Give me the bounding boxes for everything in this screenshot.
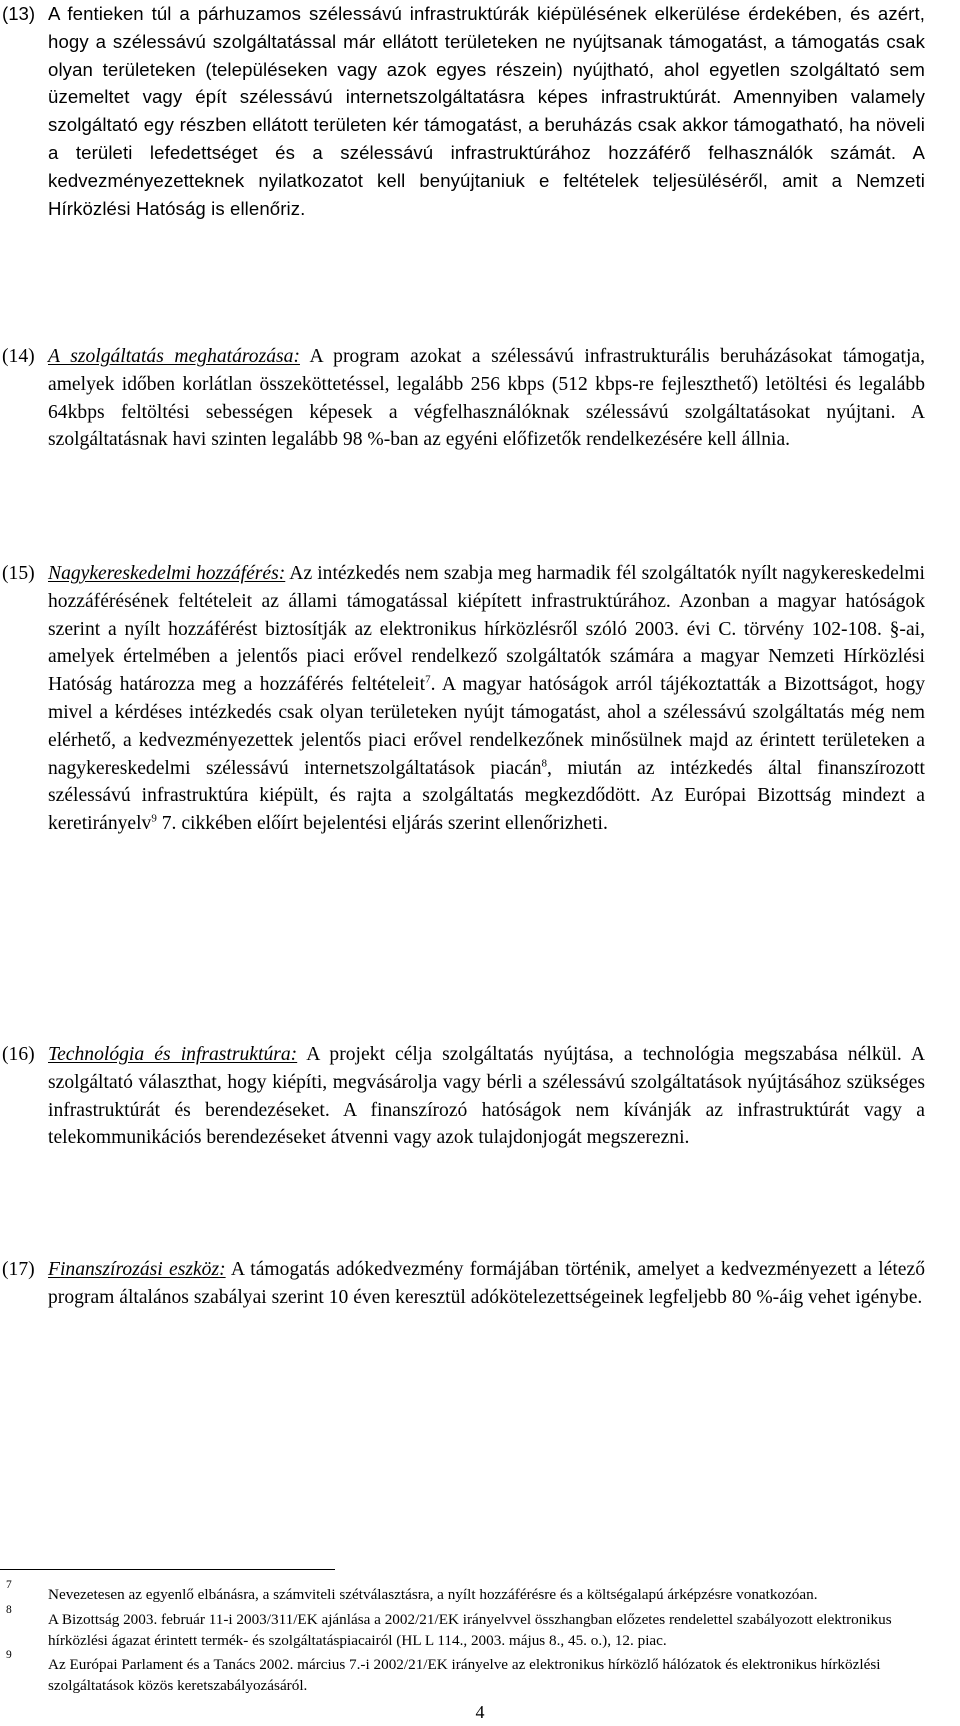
- footnote-8: [0, 1604, 920, 1651]
- paragraph-text: A program azokat a szélessávú infrastrukturális beruházásokat támogatja, amelyek időben korlátlan összeköttetéssel, legalább 256 kbps (512 kbps-re fejleszthető) letöltési és legalább 64kbps feltöltési sebességen képesek a végfelhasználóknak szélessávú szolgáltatásokat nyújtani. A szolgáltatásnak havi szinten legalább 98 %-ban az egyéni előfizetők rendelkezésére kell állnia.: [48, 346, 925, 451]
- footnote-9: [0, 1649, 920, 1696]
- footnote-7: [0, 1579, 920, 1606]
- paragraph-14: [0, 343, 925, 454]
- paragraph-text: A fentieken túl a párhuzamos szélessávú infrastruktúrák kiépülésének elkerülése érdekében, és azért, hogy a szélessávú szolgáltatással már ellátott területeken ne nyújtsanak támogatást, a támogatás csak olyan területeken (településeken vagy azok egyes részein) nyújtható, ahol egyetlen szolgáltató sem üzemeltet vagy épít szélessávú internetszolgáltatásra képes infrastruktúrát. Amennyiben valamely szolgáltató egy részben ellátott területen kér támogatást, a beruházás csak akkor támogatható, ha növeli a területi lefedettséget és a szélessávú infrastruktúrához hozzáférő felhasználók számát. A kedvezményezetteknek nyilatkozatot kell benyújtaniuk e feltételek teljesüléséről, amit a Nemzeti Hírközlési Hatóság is ellenőriz.: [48, 3, 925, 219]
- footnote-mark: 8: [6, 1604, 12, 1616]
- paragraph-number: (17): [2, 1259, 35, 1280]
- paragraph-16: [0, 1041, 925, 1152]
- paragraph-heading: A szolgáltatás meghatározása:: [48, 346, 300, 367]
- paragraph-heading: Nagykereskedelmi hozzáférés:: [48, 563, 286, 584]
- paragraph-text-d: 7. cikkében előírt bejelentési eljárás szerint ellenőrizheti.: [156, 813, 608, 835]
- footnote-text: Az Európai Parlament és a Tanács 2002. március 7.-i 2002/21/EK irányelve az elektronikus hírközlő hálózatok és elektronikus hírközlési szolgáltatások közös keretszabályozásáról.: [48, 1656, 881, 1694]
- paragraph-body: [48, 1041, 925, 1152]
- paragraph-body: [48, 343, 925, 454]
- paragraph-body: [48, 1256, 925, 1312]
- paragraph-text: A támogatás adókedvezmény formájában történik, amelyet a kedvezményezett a létező program általános szabályai szerint 10 éven keresztül adókötelezettségeinek legfeljebb 80 %-áig vehet igénybe.: [48, 1259, 925, 1308]
- footnote-separator: [0, 1569, 335, 1570]
- paragraph-13: [0, 0, 925, 222]
- paragraph-text: A projekt célja szolgáltatás nyújtása, a technológia megszabása nélkül. A szolgáltató választhat, hogy kiépíti, megvásárolja vagy bérli a szélessávú szolgáltatások nyújtásához szükséges infrastruktúrát és berendezéseket. A finanszírozó hatóságok nem kívánják az infrastruktúrát vagy a telekommunikációs berendezéseket átvenni vagy azok tulajdonjogát megszerezni.: [48, 1044, 925, 1149]
- footnote-ref-9[interactable]: 9: [151, 812, 157, 825]
- paragraph-number: (13): [2, 3, 36, 24]
- paragraph-number: (16): [2, 1044, 35, 1065]
- paragraph-number: (15): [2, 563, 35, 584]
- paragraph-heading: Finanszírozási eszköz:: [48, 1259, 226, 1280]
- paragraph-heading: Technológia és infrastruktúra:: [48, 1044, 298, 1065]
- footnote-mark: 7: [6, 1579, 12, 1591]
- paragraph-text-a: Az intézkedés nem szabja meg harmadik fél szolgáltatók nyílt nagykereskedelmi hozzáférésének feltételeit az állami támogatással kiépített infrastruktúrához. Azonban a magyar hatóságok szerint a nyílt hozzáférést biztosítják az elektronikus hírközlésről szóló 2003. évi C. törvény 102-108. §-ai, amelyek értelmében a jelentős piaci erővel rendelkező szolgáltatók számára a magyar Nemzeti Hírközlési Hatóság határozza meg a hozzáférés feltételeit: [48, 563, 925, 696]
- paragraph-body: [48, 560, 925, 838]
- footnote-text: A Bizottság 2003. február 11-i 2003/311/EK ajánlása a 2002/21/EK irányelvvel összhangban előzetes rendelettel szabályozott elektronikus hírközlési ágazat érintett termék- és szolgáltatáspiacairól (HL L 114., 2003. május 8., 45. o.), 12. piac.: [48, 1611, 892, 1649]
- paragraph-text-c: , miután az intézkedés által finanszírozott szélessávú infrastruktúra kiépült, és rajta a szolgáltatás megkezdődött. Az Európai Bizottság mindezt a keretirányelv: [48, 757, 925, 835]
- paragraph-17: [0, 1256, 925, 1312]
- paragraph-text-b: . A magyar hatóságok arról tájékoztatták a Bizottságot, hogy mivel a kérdéses intézkedés csak olyan területeken nyújt támogatást, ahol a szélessávú szolgáltatás még nem elérhető, a kedvezményezettek jelentős piaci erővel rendelkezőnek minősülnek majd az érintett területeken a nagykereskedelmi szélessávú internetszolgáltatások piacán: [48, 674, 925, 779]
- page-number: 4: [475, 1702, 485, 1722]
- footnote-text: Nevezetesen az egyenlő elbánásra, a számviteli szétválasztásra, a nyílt hozzáférésre és a költségalapú árképzésre vonatkozóan.: [48, 1586, 818, 1603]
- paragraph-15: [0, 560, 925, 838]
- footnote-ref-8[interactable]: 8: [541, 757, 547, 770]
- footnote-ref-7[interactable]: 7: [425, 673, 431, 686]
- footnote-mark: 9: [6, 1649, 12, 1661]
- paragraph-number: (14): [2, 346, 35, 367]
